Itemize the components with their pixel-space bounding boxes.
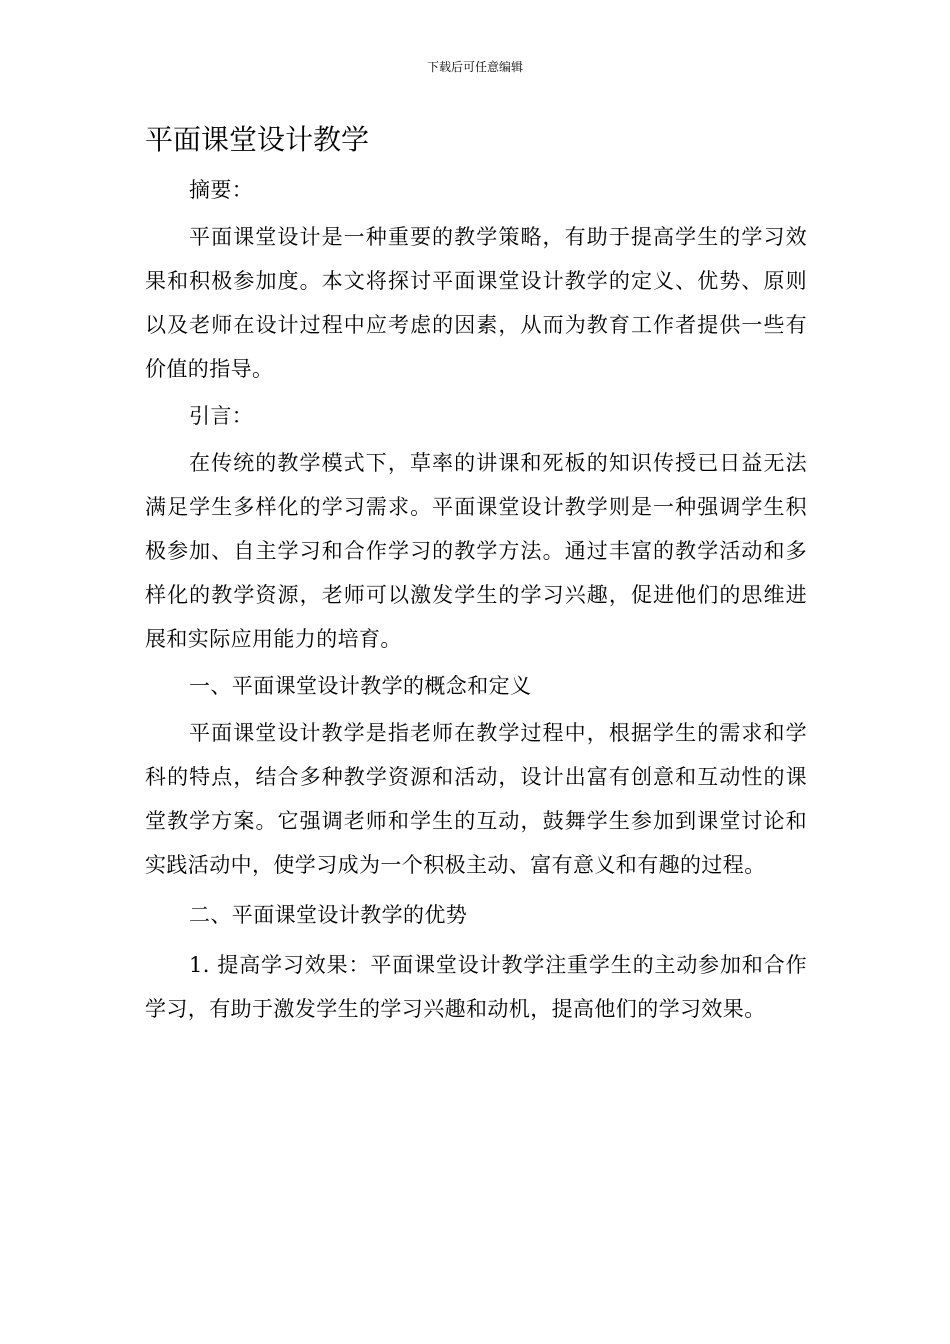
header-note: 下载后可任意编辑 [426,60,523,74]
introduction-paragraph: 在传统的教学模式下，草率的讲课和死板的知识传授已日益无法满足学生多样化的学习需求。平面课堂设计教学则是一种强调学生积极参加、自主学习和合作学习的教学方法。通过丰富的教学活动和多样化的教学资源，老师可以激发学生的学习兴趣，促进他们的思维进展和实际应用能力的培育。 [145,451,807,651]
document-body [145,168,807,1031]
section-two-item-1: 1. 提高学习效果：平面课堂设计教学注重学生的主动参加和合作学习，有助于激发学生的学习兴趣和动机，提高他们的学习效果。 [145,953,807,1021]
document-title: 平面课堂设计教学 [145,123,370,156]
introduction-heading: 引言： [189,404,254,428]
section-one-heading: 一、平面课堂设计教学的概念和定义 [189,674,532,698]
abstract-paragraph: 平面课堂设计是一种重要的教学策略，有助于提高学生的学习效果和积极参加度。本文将探讨平面课堂设计教学的定义、优势、原则以及老师在设计过程中应考虑的因素，从而为教育工作者提供一些有价值的指导。 [145,225,807,381]
abstract-heading: 摘要： [189,178,254,202]
section-two-heading: 二、平面课堂设计教学的优势 [189,903,468,927]
section-one-paragraph: 平面课堂设计教学是指老师在教学过程中，根据学生的需求和学科的特点，结合多种教学资源和活动，设计出富有创意和互动性的课堂教学方案。它强调老师和学生的互动，鼓舞学生参加到课堂讨论和实践活动中，使学习成为一个积极主动、富有意义和有趣的过程。 [145,721,807,877]
